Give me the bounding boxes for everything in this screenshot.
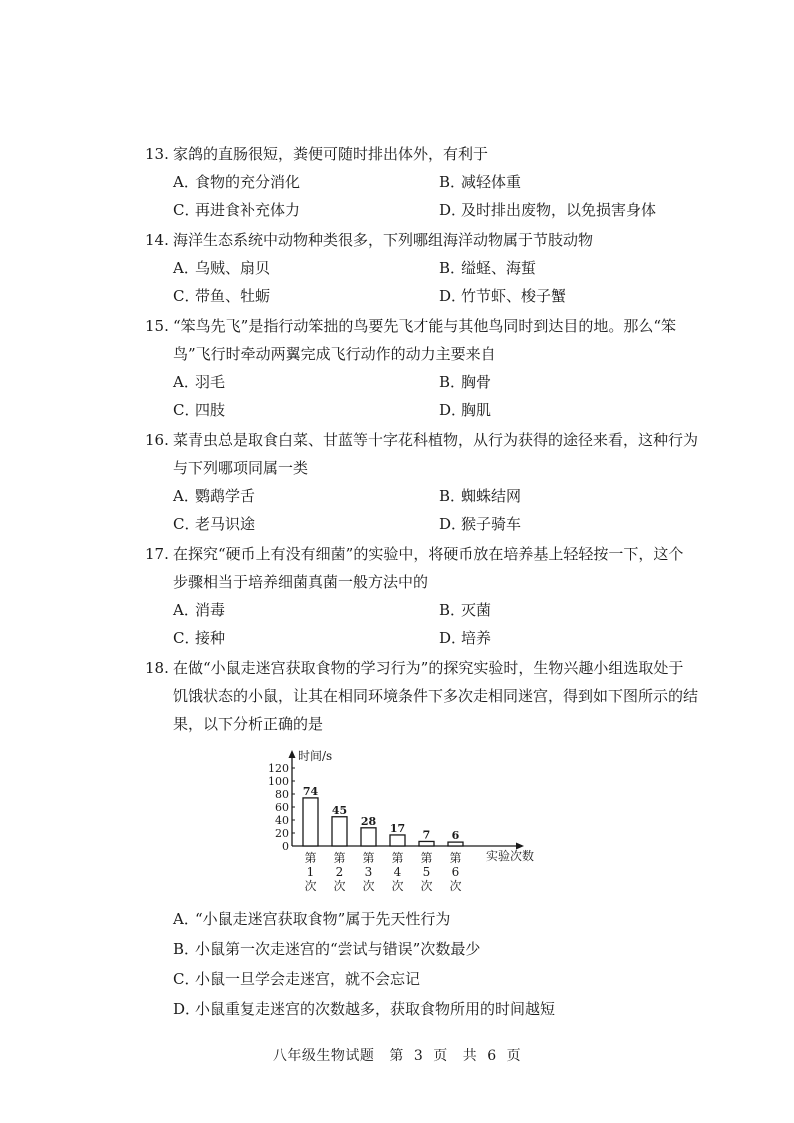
question-17 (145, 540, 705, 596)
x-tick-label: 第 (420, 851, 433, 865)
x-tick-label: 次 (304, 879, 317, 893)
option-label: C． (173, 287, 200, 305)
question-stem-line: 饥饿状态的小鼠，让其在相同环境条件下多次走相同迷宫，得到如下图所示的结 (173, 687, 699, 705)
question-number: 13. (145, 145, 169, 163)
x-tick-label: 1 (306, 865, 315, 879)
question-number: 17. (145, 545, 169, 563)
footer-page-word: 页 (433, 1048, 448, 1064)
option-text: 猴子骑车 (461, 515, 522, 533)
question-16 (145, 426, 705, 482)
option-label: A． (173, 373, 199, 391)
question-number: 15. (145, 317, 169, 335)
option-text: 带鱼、牡蛎 (195, 287, 271, 305)
option-b (439, 368, 491, 396)
option-b (439, 596, 491, 624)
option-label: A． (173, 910, 199, 928)
option-label: D． (173, 1000, 201, 1018)
option-a (173, 904, 450, 934)
question-number: 18. (145, 659, 169, 677)
page-footer (0, 1045, 794, 1065)
option-text: 鹦鹉学舌 (195, 487, 256, 505)
bar-value-label: 7 (422, 828, 431, 842)
option-text: “小鼠走迷宫获取食物”属于先天性行为 (195, 910, 451, 928)
footer-subject: 八年级生物试题 (272, 1048, 375, 1064)
y-tick-label: 0 (282, 840, 289, 853)
option-text: 小鼠一旦学会走迷宫，就不会忘记 (195, 970, 421, 988)
footer-total-num: 6 (487, 1048, 497, 1064)
bar-value-label: 74 (302, 784, 319, 798)
option-b (439, 168, 521, 196)
option-text: 胸骨 (461, 373, 492, 391)
maze-time-chart (255, 748, 535, 898)
option-label: B． (439, 601, 466, 619)
option-label: C． (173, 629, 200, 647)
option-label: D． (439, 287, 467, 305)
question-stem: 菜青虫总是取食白菜、甘蓝等十字花科植物，从行为获得的途径来看，这种行为 (173, 431, 699, 449)
x-tick-label: 次 (449, 879, 462, 893)
question-stem-line: 步骤相当于培养细菌真菌一般方法中的 (173, 573, 429, 591)
y-tick-label: 120 (268, 762, 289, 775)
option-d (439, 282, 566, 310)
option-label: D． (439, 401, 467, 419)
x-tick-label: 6 (451, 865, 460, 879)
question-stem-line: 鸟”飞行时牵动两翼完成飞行动作的动力主要来自 (173, 345, 496, 363)
option-text: 缢蛏、海蜇 (461, 259, 537, 277)
option-text: 再进食补充体力 (195, 201, 301, 219)
y-tick-label: 80 (275, 788, 289, 801)
option-label: A． (173, 173, 199, 191)
bar-value-label: 45 (331, 803, 348, 817)
option-text: 消毒 (195, 601, 226, 619)
option-d (173, 994, 555, 1024)
y-tick-label: 20 (275, 827, 289, 840)
question-stem: 海洋生态系统中动物种类很多，下列哪组海洋动物属于节肢动物 (173, 231, 594, 249)
x-tick-label: 第 (362, 851, 375, 865)
x-tick-label: 次 (333, 879, 346, 893)
option-d (439, 396, 491, 424)
option-label: B． (439, 373, 466, 391)
question-stem: 在做“小鼠走迷宫获取食物的学习行为”的探究实验时，生物兴趣小组选取处于 (173, 659, 684, 677)
y-tick-label: 40 (275, 814, 289, 827)
option-label: C． (173, 201, 200, 219)
option-d (439, 624, 491, 652)
option-text: 老马识途 (195, 515, 256, 533)
y-axis-arrow (289, 750, 296, 758)
option-d (439, 196, 656, 224)
option-text: 胸肌 (461, 401, 492, 419)
option-text: 四肢 (195, 401, 226, 419)
x-tick-label: 第 (391, 851, 404, 865)
x-tick-label: 次 (391, 879, 404, 893)
option-text: 竹节虾、梭子蟹 (461, 287, 567, 305)
option-c (173, 196, 300, 224)
footer-page-prefix: 第 (389, 1048, 404, 1064)
option-text: 及时排出废物，以免损害身体 (461, 201, 657, 219)
question-stem: 在探究“硬币上有没有细菌”的实验中，将硬币放在培养基上轻轻按一下，这个 (173, 545, 684, 563)
footer-total-word: 页 (506, 1048, 522, 1064)
option-b (439, 482, 521, 510)
option-text: 食物的充分消化 (195, 173, 301, 191)
option-a (173, 482, 255, 510)
option-text: 蜘蛛结网 (461, 487, 522, 505)
option-b (439, 254, 536, 282)
option-text: 减轻体重 (461, 173, 522, 191)
question-15 (145, 312, 705, 368)
question-stem-line: 果，以下分析正确的是 (173, 715, 324, 733)
option-text: 接种 (195, 629, 226, 647)
option-d (439, 510, 521, 538)
option-text: 灭菌 (461, 601, 492, 619)
bar (303, 798, 318, 846)
bar-value-label: 6 (451, 829, 460, 843)
bar (361, 828, 376, 846)
y-tick-label: 60 (275, 801, 289, 814)
option-text: 羽毛 (195, 373, 226, 391)
bar (332, 817, 347, 846)
option-label: B． (173, 940, 200, 958)
option-b (173, 934, 480, 964)
x-axis-label: 实验次数 (486, 849, 535, 863)
option-label: D． (439, 515, 467, 533)
option-label: A． (173, 487, 199, 505)
question-14 (145, 226, 705, 254)
option-label: A． (173, 601, 199, 619)
option-c (173, 510, 255, 538)
y-axis-label: 时间/s (298, 749, 333, 763)
option-label: D． (439, 201, 467, 219)
x-tick-label: 次 (420, 879, 433, 893)
option-label: D． (439, 629, 467, 647)
x-tick-label: 第 (333, 851, 346, 865)
option-c (173, 624, 225, 652)
y-tick-label: 100 (268, 775, 289, 788)
footer-total-prefix: 共 (462, 1048, 478, 1064)
x-tick-label: 第 (449, 851, 462, 865)
x-tick-label: 2 (335, 865, 344, 879)
question-13 (145, 140, 705, 168)
option-label: A． (173, 259, 199, 277)
question-number: 14. (145, 231, 169, 249)
option-a (173, 254, 270, 282)
option-label: C． (173, 401, 200, 419)
option-c (173, 396, 225, 424)
option-c (173, 282, 270, 310)
option-a (173, 168, 300, 196)
bar-value-label: 28 (360, 814, 377, 828)
option-label: C． (173, 515, 200, 533)
x-tick-label: 4 (393, 865, 402, 879)
option-text: 小鼠第一次走迷宫的“尝试与错误”次数最少 (195, 940, 481, 958)
option-text: 小鼠重复走迷宫的次数越多，获取食物所用的时间越短 (195, 1000, 556, 1018)
option-a (173, 596, 225, 624)
option-c (173, 964, 420, 994)
bar (419, 841, 434, 846)
question-stem-line: 与下列哪项同属一类 (173, 459, 309, 477)
bar (448, 842, 463, 846)
option-a (173, 368, 225, 396)
x-tick-label: 5 (422, 865, 431, 879)
option-label: B． (439, 487, 466, 505)
option-text: 乌贼、扇贝 (195, 259, 271, 277)
option-label: B． (439, 173, 466, 191)
question-number: 16. (145, 431, 169, 449)
question-18 (145, 654, 705, 738)
x-tick-label: 3 (364, 865, 373, 879)
footer-page-num: 3 (413, 1048, 424, 1064)
question-stem: “笨鸟先飞”是指行动笨拙的鸟要先飞才能与其他鸟同时到达目的地。那么“笨 (173, 317, 677, 335)
x-tick-label: 第 (304, 851, 317, 865)
bar (390, 835, 405, 846)
option-label: C． (173, 970, 200, 988)
x-tick-label: 次 (362, 879, 375, 893)
option-text: 培养 (461, 629, 492, 647)
option-label: B． (439, 259, 466, 277)
bar-value-label: 17 (389, 821, 406, 835)
question-stem: 家鸽的直肠很短，粪便可随时排出体外，有利于 (173, 145, 489, 163)
